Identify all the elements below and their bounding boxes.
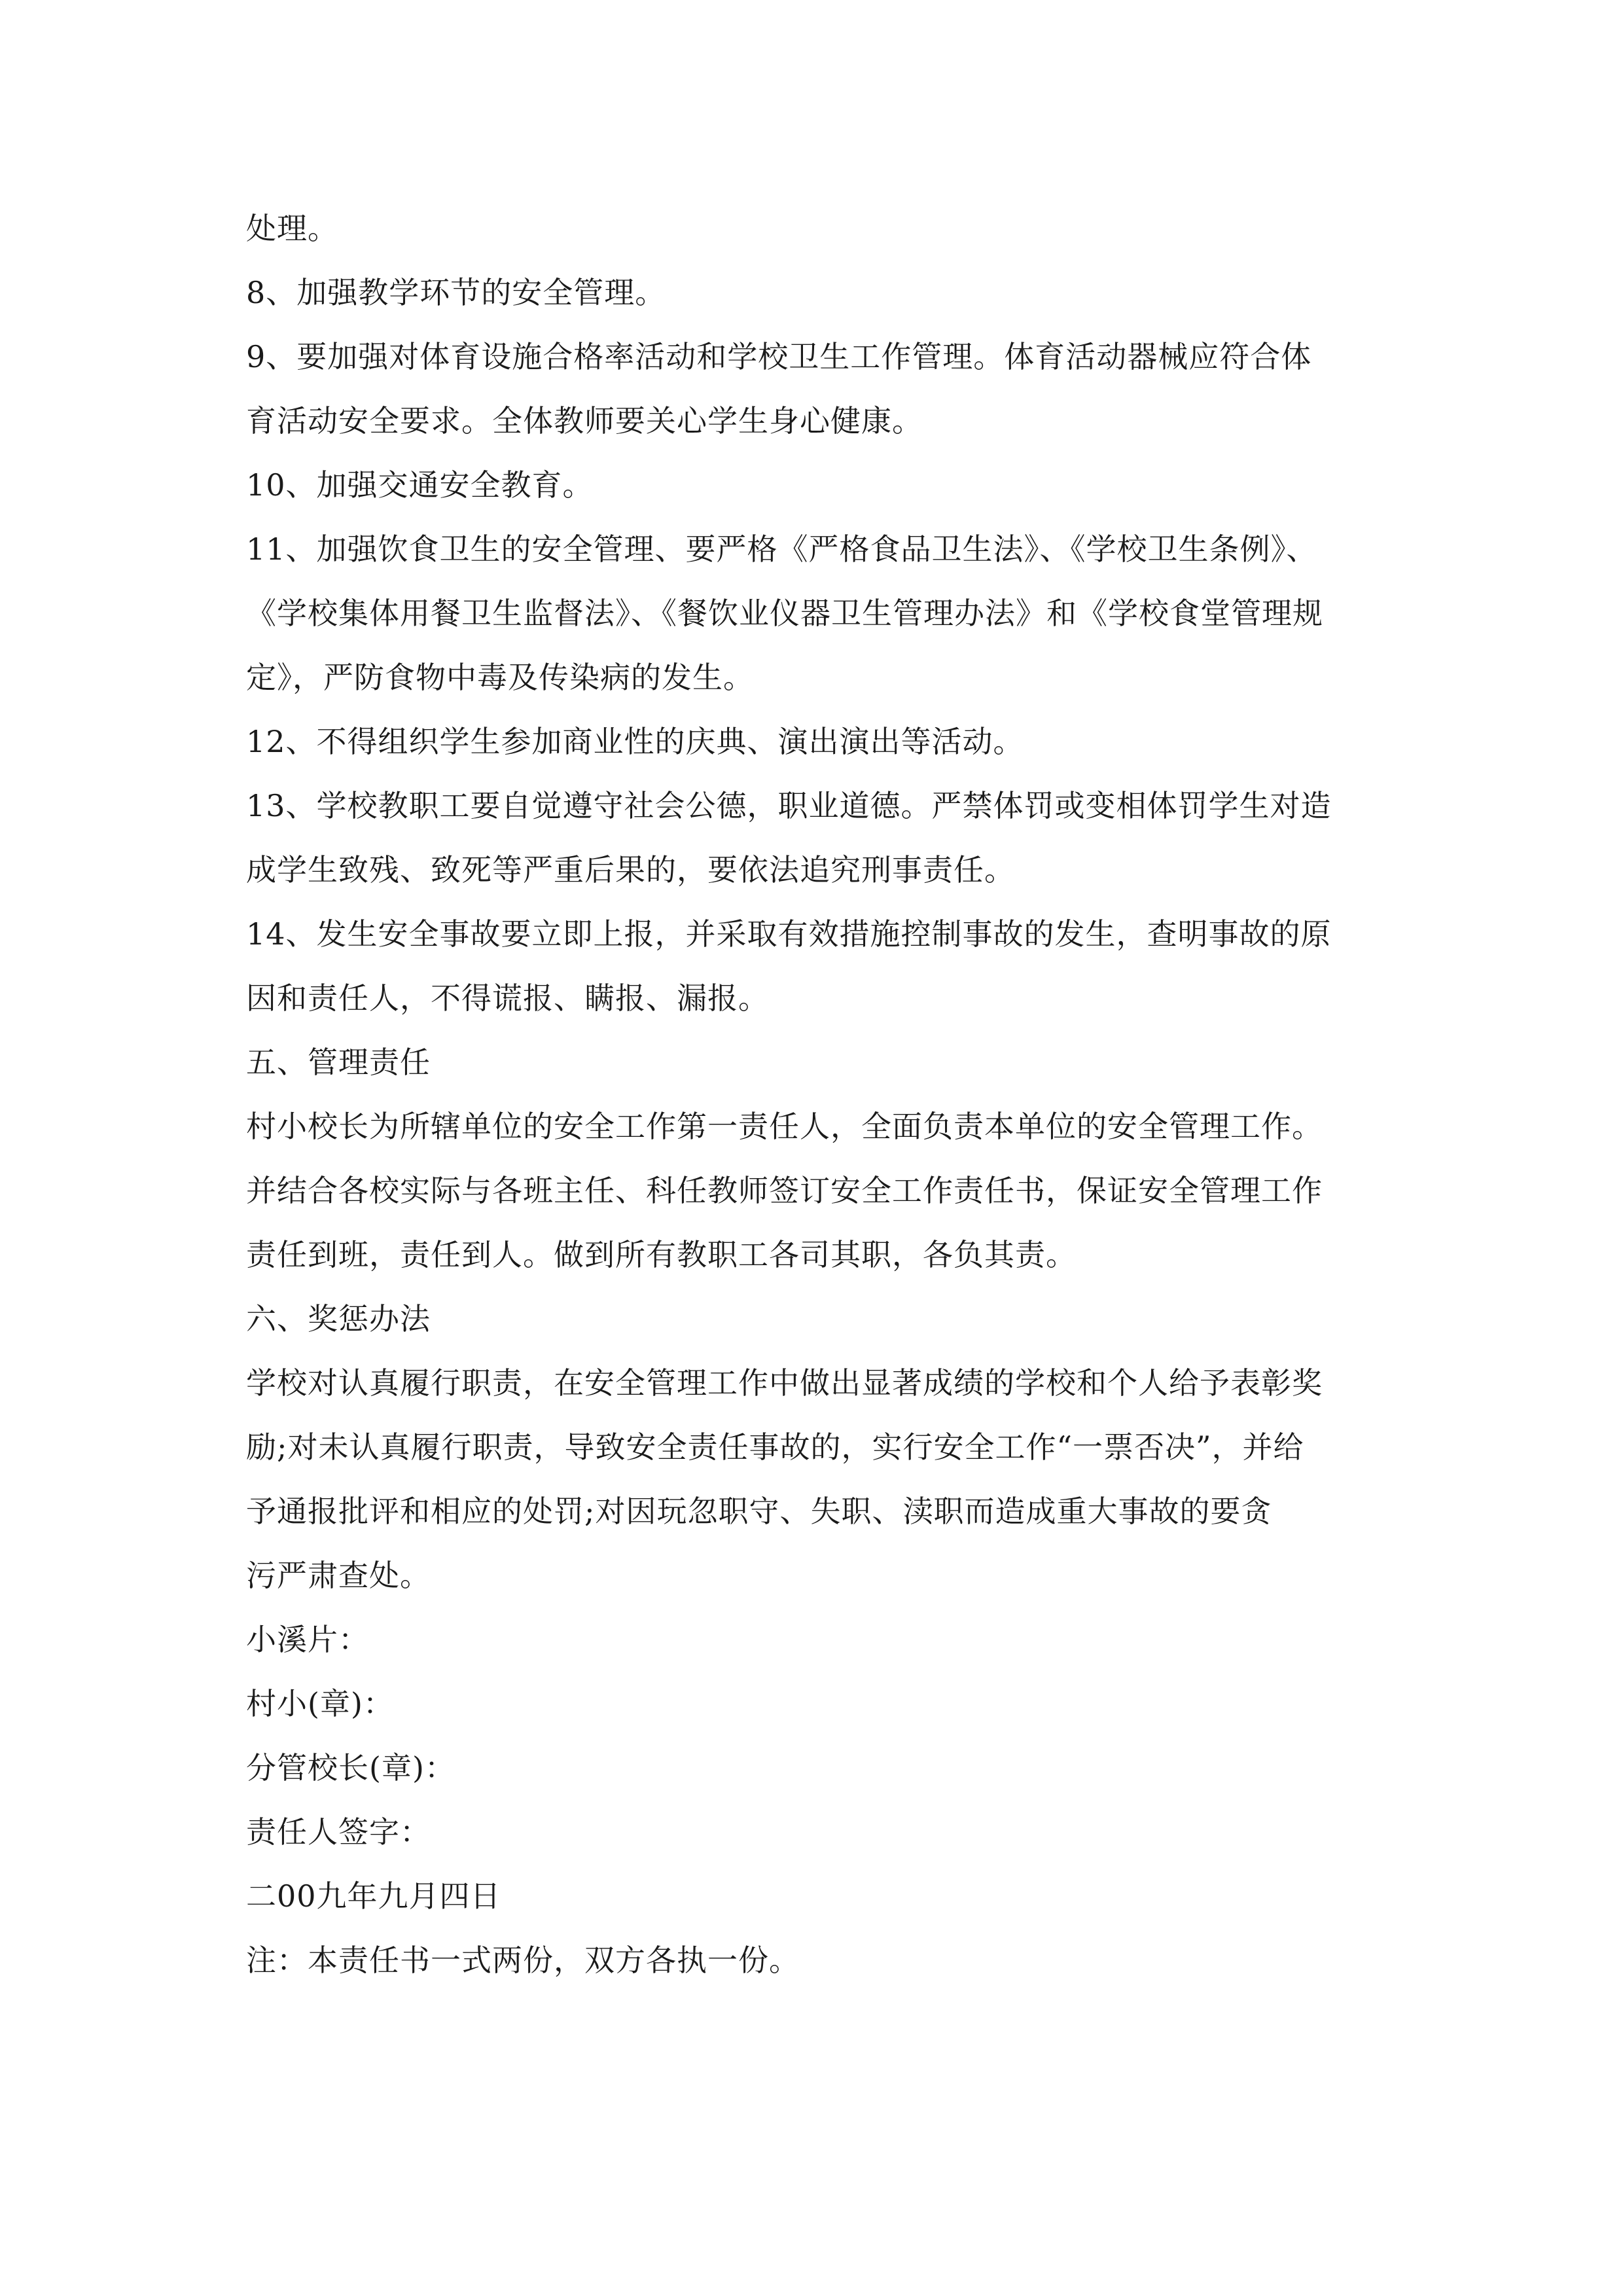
list-item-11-end: 定》，严防食物中毒及传染病的发生。: [246, 660, 754, 695]
principal-seal-label: 分管校长(章)：: [246, 1750, 455, 1785]
paragraph-management-line-2: 并结合各校实际与各班主任、科任教师签订安全工作责任书，保证安全管理工作: [246, 1173, 1323, 1208]
list-item-12: 12、不得组织学生参加商业性的庆典、演出演出等活动。: [246, 724, 1024, 759]
village-school-seal-label: 村小(章)：: [246, 1686, 394, 1721]
paragraph-management: 村小校长为所辖单位的安全工作第一责任人，全面负责本单位的安全管理工作。: [246, 1109, 1323, 1144]
paragraph-management-line-3: 责任到班，责任到人。做到所有教职工各司其职，各负其责。: [246, 1237, 1077, 1272]
list-item-13-continued: 成学生致残、致死等严重后果的，要依法追究刑事责任。: [246, 852, 1015, 888]
document-body: [246, 196, 1398, 1992]
list-item-10: 10、加强交通安全教育。: [246, 467, 594, 503]
paragraph-rewards-line-2: 励;对未认真履行职责，导致安全责任事故的，实行安全工作“一票否决”，并给: [246, 1429, 1304, 1465]
section-heading-management: 五、管理责任: [246, 1045, 431, 1080]
responsible-person-signature-label: 责任人签字：: [246, 1814, 431, 1850]
paragraph-rewards-line-4: 污严肃查处。: [246, 1558, 431, 1593]
text-line: 处理。: [246, 211, 338, 246]
list-item-13: 13、学校教职工要自觉遵守社会公德，职业道德。严禁体罚或变相体罚学生对造: [246, 788, 1332, 823]
section-heading-rewards: 六、奖惩办法: [246, 1301, 431, 1336]
paragraph-rewards: 学校对认真履行职责，在安全管理工作中做出显著成绩的学校和个人给予表彰奖: [246, 1365, 1323, 1401]
list-item-9: 9、要加强对体育设施合格率活动和学校卫生工作管理。体育活动器械应符合体: [246, 339, 1312, 374]
list-item-11-continued: 《学校集体用餐卫生监督法》、《餐饮业仪器卫生管理办法》和《学校食堂管理规: [246, 596, 1323, 631]
paragraph-rewards-line-3: 予通报批评和相应的处罚;对因玩忽职守、失职、渎职而造成重大事故的要贪: [246, 1494, 1272, 1529]
list-item-14-continued: 因和责任人，不得谎报、瞒报、漏报。: [246, 980, 769, 1016]
list-item-14: 14、发生安全事故要立即上报，并采取有效措施控制事故的发生，查明事故的原: [246, 916, 1332, 952]
signature-area-label: 小溪片：: [246, 1622, 369, 1657]
list-item-11: 11、加强饮食卫生的安全管理、要严格《严格食品卫生法》、《学校卫生条例》、: [246, 531, 1317, 567]
document-note: 注：本责任书一式两份，双方各执一份。: [246, 1943, 800, 1978]
list-item-8: 8、加强教学环节的安全管理。: [246, 275, 666, 310]
list-item-9-continued: 育活动安全要求。全体教师要关心学生身心健康。: [246, 403, 923, 439]
document-date: 二00九年九月四日: [246, 1878, 501, 1914]
